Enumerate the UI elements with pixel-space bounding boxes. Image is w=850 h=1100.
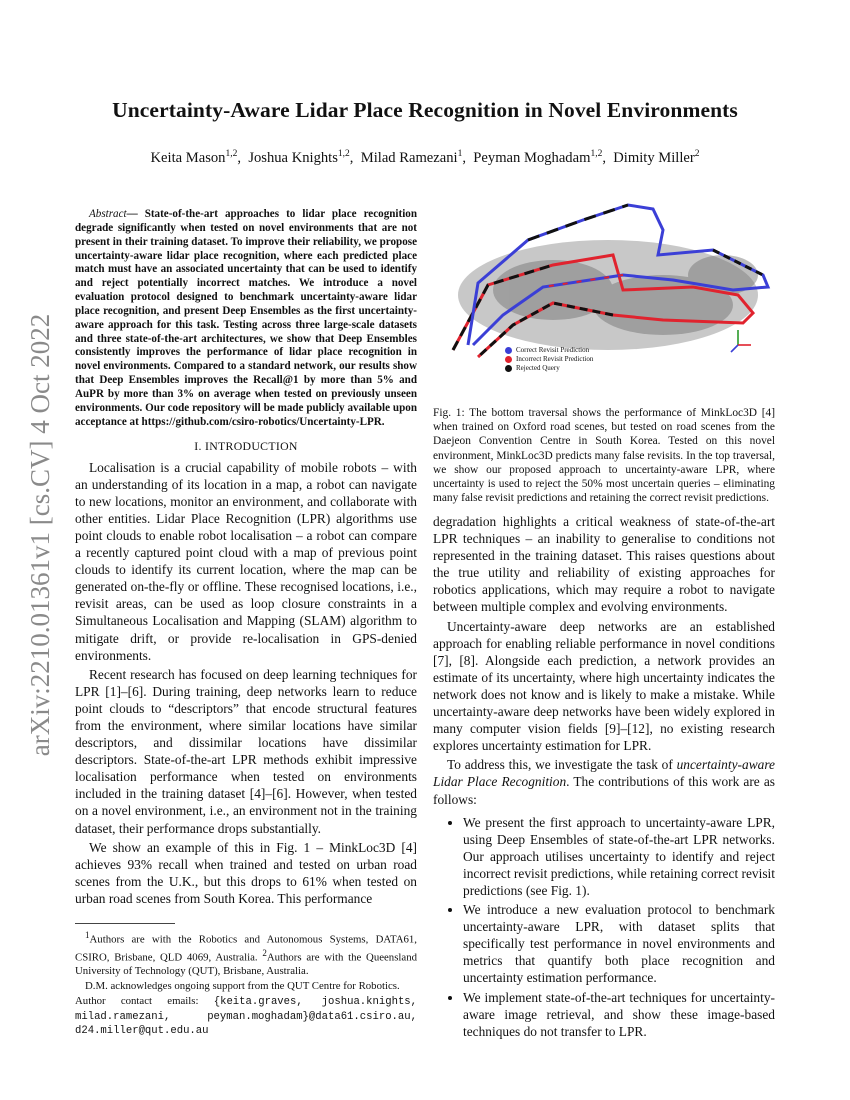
footnotes: $^1$Authors are with the Robotics and Autonomous Systems, DATA61, CSIRO, Brisbane, QLD 4069, Australia. $^2$Authors are with the Queensland University of Technology (QUT), Brisbane, Australia. D.M. acknowledges ongoing support from the QUT Centre for Robotics. Author contact emails: {keita.graves, joshua.knights, milad.ramezani, peyman.moghadam}@data61.csiro.au, d24.miller@qut.edu.au <box>75 929 417 1038</box>
legend-item-correct: Correct Revisit Prediction <box>505 346 589 354</box>
author-list: Keita Mason$^{1,2}$, Joshua Knights$^{1,2}$, Milad Ramezani$^1$, Peyman Moghadam$^{1,2}$, Dimity Miller$^2$ <box>150 149 700 166</box>
legend-item-incorrect: Incorrect Revisit Prediction <box>505 355 593 363</box>
intro-paragraph-1: Localisation is a crucial capability of mobile robots – with an understanding of its location in a map, a robot can navigate to new locations, monitor an environment, and collaborate with other entities. Lidar Place Recognition (LPR) algorithms use point clouds to enable robot localisation – a robot can compare a recently captured point cloud with a map of previous point clouds to identify its current location, where the map can be generated on-the-fly or offline. These recognised locations, i.e., revisit areas, can be used as loop closure constraints in a Simultaneous Localisation and Mapping (SLAM) algorithm to mitigate drift, or provide re-localisation in GPS-denied environments. <box>75 459 417 663</box>
right-paragraph-3: To address this, we investigate the task of uncertainty-aware Lidar Place Recognition. The contributions of this work are as follows: <box>433 757 776 807</box>
section-heading-introduction: I. INTRODUCTION <box>194 438 298 453</box>
list-item: • We present the first approach to uncertainty-aware LPR, using Deep Ensembles of state-of-the-art LPR networks. Our approach utilises uncertainty to identify and reject incorrect revisit predictions, while retaining correct revisit predictions (see Fig. 1). <box>463 814 775 899</box>
intro-paragraph-2: Recent research has focused on deep learning techniques for LPR [1]–[6]. During training, deep networks learn to reduce point clouds to “descriptors” that encode structural features from the environment, where similar locations have similar descriptors, and dissimilar locations have dissimilar descriptors. State-of-the-art LPR methods exhibit impressive localisation performance when tested on environments included in the training dataset [4]–[6]. However, when tested on a novel environment, i.e., an environment not in the training dataset, their performance drops substantially. <box>75 666 417 836</box>
footnote-rule <box>75 923 175 924</box>
abstract <box>75 208 417 430</box>
author: Dimity Miller$^2$ <box>613 149 700 166</box>
legend-dot-red <box>505 356 512 363</box>
footnote-affiliation-1: Authors are with the Robotics and Autonomous Systems, DATA61, CSIRO, Brisbane, QLD 4069, Australia. <box>75 933 417 964</box>
author: Milad Ramezani$^1$ <box>360 149 463 166</box>
traversal-map-image <box>433 195 775 400</box>
arxiv-id: arXiv:2210.01361v1 [cs.CV] 4 Oct 2022 <box>25 313 55 757</box>
footnote-emails: {keita.graves, joshua.knights, milad.ramezani, peyman.moghadam}@data61.csiro.au, d24.miller@qut.edu.au <box>75 996 418 1037</box>
author: Peyman Moghadam$^{1,2}$ <box>473 149 603 166</box>
left-column <box>75 208 417 907</box>
legend-dot-black <box>505 365 512 372</box>
footnote-acknowledgement: D.M. acknowledges ongoing support from the QUT Centre for Robotics. <box>85 980 400 993</box>
paper-title: Uncertainty-Aware Lidar Place Recognition in Novel Environments <box>112 98 738 122</box>
list-item: • We implement state-of-the-art techniques for uncertainty-aware image retrieval, and show these image-based techniques do not transfer to LPR. <box>463 989 775 1040</box>
intro-paragraph-3: We show an example of this in Fig. 1 – MinkLoc3D [4] achieves 93% recall when trained and tested on urban road scenes from the U.K., but this drops to 61% when tested on urban road scenes from South Korea. This performance <box>75 839 417 906</box>
right-paragraph-2: Uncertainty-aware deep networks are an established approach for enabling reliable performance in novel conditions [7], [8]. Alongside each prediction, a network provides an estimate of its uncertainty, where high uncertainty indicates the network does not know and is likely to make a mistake. While uncertainty-aware deep networks have been widely explored in many computer vision fields [9]–[12], no existing research explores uncertainty estimation for LPR. <box>433 618 775 754</box>
abstract-text: — State-of-the-art approaches to lidar place recognition degrade significantly when tested on novel environments that are not present in their training dataset. To improve their reliability, we propose uncertainty-aware lidar place recognition, where each predicted place match must have an associated uncertainty that can be used to identify and reject potentially incorrect matches. We introduce a novel evaluation protocol designed to benchmark uncertainty-aware lidar place recognition, and present Deep Ensembles as the first uncertainty-aware approach for this task. Testing across three large-scale datasets and three state-of-the-art architectures, we show that Deep Ensembles consistently improves the performance of lidar place recognition in novel environments. Compared to a standard network, our results show that Deep Ensembles improves the Recall@1 by more than 5% and AuPR by more than 3% on average when tested on previously unseen environments. Our code repository will be made publicly available upon acceptance at https://github.com/csiro-robotics/Uncertainty-LPR. <box>75 208 417 428</box>
list-item: • We introduce a new evaluation protocol to benchmark uncertainty-aware LPR, with dataset splits that specifically test performance in novel environments and metrics that quantify both place recognition and uncertainty estimation performance. <box>463 901 775 986</box>
arxiv-stamp <box>15 300 65 770</box>
contributions-list <box>433 814 775 1040</box>
legend-item-rejected: Rejected Query <box>505 364 560 372</box>
figure-1 <box>433 195 775 400</box>
author: Keita Mason$^{1,2}$ <box>150 149 238 166</box>
right-column <box>433 513 775 1042</box>
figure-caption: Fig. 1: The bottom traversal shows the performance of MinkLoc3D [4] when trained on Oxford road scenes, but tested on road scenes from the Daejeon Convention Centre in South Korea. Tested on this novel environment, MinkLoc3D predicts many false revisits. In the top traversal, we show our proposed approach to uncertainty-aware LPR, where uncertainty is used to reject the 50% most uncertain queries – eliminating many false revisit predictions and retaining the correct revisit predictions. <box>433 407 775 505</box>
footnote-contact-label: Author contact emails: <box>75 995 199 1008</box>
legend-dot-blue <box>505 347 512 354</box>
abstract-label: Abstract <box>89 208 127 220</box>
footnote-affiliation-2: Authors are with the Queensland University of Technology (QUT), Brisbane, Australia. <box>75 951 417 977</box>
right-paragraph-1: degradation highlights a critical weakness of state-of-the-art LPR techniques – an inability to generalise to conditions not represented in the training dataset. This raises questions about the true utility and reliability of existing approaches for robotics applications, which may require a robot to navigate between multiple complex and evolving environments. <box>433 514 775 615</box>
author: Joshua Knights$^{1,2}$ <box>248 149 350 166</box>
